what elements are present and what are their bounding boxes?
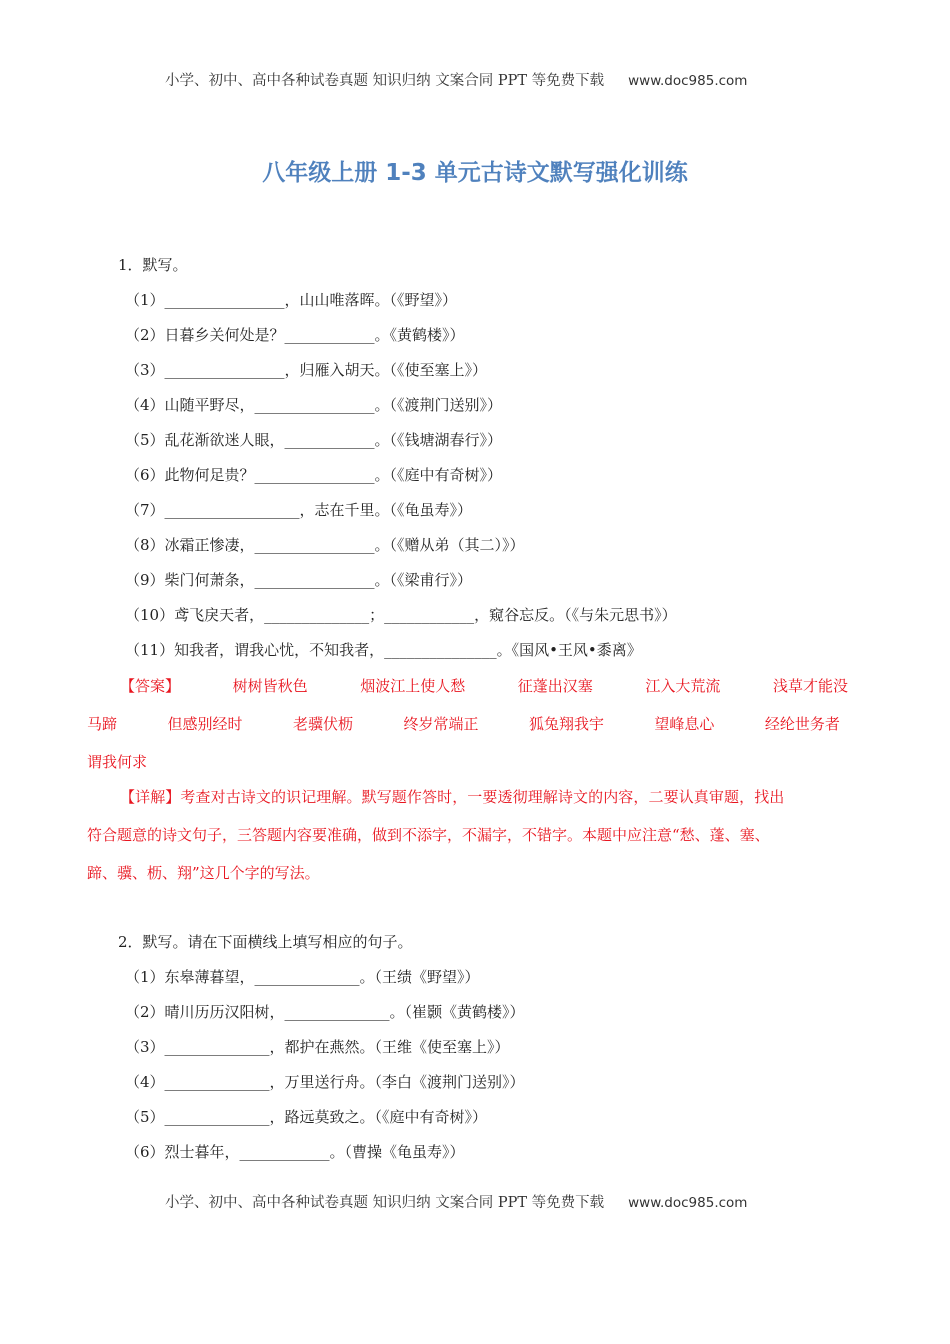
fill-in-item: （6）烈士暮年，____________。（曹操《龟虽寿》）	[125, 1143, 465, 1161]
answer: 征蓬出汉塞	[517, 677, 593, 695]
question-2-stem: 2．默写。请在下面横线上填写相应的句子。	[118, 933, 413, 951]
answer: 江入大荒流	[645, 677, 721, 695]
explanation-text: 【详解】考查对古诗文的识记理解。默写题作答时，一要透彻理解诗文的内容，二要认真审题，找出	[120, 788, 785, 806]
explanation-text: 符合题意的诗文句子，三答题内容要准确，做到不添字，不漏字，不错字。本题中应注意“愁、蓬、塞、	[87, 826, 770, 844]
answer: 老骥伏枥	[292, 715, 353, 733]
fill-in-item: （5）乱花渐欲迷人眼，____________。（《钱塘湖春行》）	[125, 431, 503, 449]
fill-in-item: （2）晴川历历汉阳树，______________。（崔颢《黄鹤楼》）	[125, 1003, 525, 1021]
fill-in-item: （2）日暮乡关何处是？____________。《黄鹤楼》）	[125, 326, 465, 344]
answer: 浅草才能没	[772, 677, 848, 695]
header-url[interactable]: www.doc985.com	[628, 73, 748, 89]
answer: 终岁常端正	[403, 715, 479, 733]
answer: 烟波江上使人愁	[360, 677, 466, 695]
fill-in-item: （9）柴门何萧条，________________。（《梁甫行》）	[125, 571, 473, 589]
answer-row-2	[87, 713, 840, 734]
fill-in-item: （4）______________，万里送行舟。（李白《渡荆门送别》）	[125, 1073, 525, 1091]
fill-in-item: （1）东皋薄暮望，______________。（王绩《野望》）	[125, 968, 480, 986]
answer-label: 【答案】	[120, 677, 181, 695]
footer-url[interactable]: www.doc985.com	[628, 1195, 748, 1211]
fill-in-item: （3）________________，归雁入胡天。（《使至塞上》）	[125, 361, 488, 379]
explanation-line	[120, 786, 857, 807]
question-1-stem: 1．默写。	[118, 256, 188, 274]
answer: 狐兔翔我宇	[528, 715, 604, 733]
answer: 望峰息心	[654, 715, 715, 733]
fill-in-item: （11）知我者，谓我心忧，不知我者，_______________。《国风•王风•黍离》	[125, 641, 642, 659]
fill-in-item: （8）冰霜正惨凄，________________。（《赠从弟（其二）》）	[125, 536, 525, 554]
page-header	[165, 69, 747, 90]
answer: 马蹄	[87, 715, 118, 733]
fill-in-item: （4）山随平野尽，________________。（《渡荆门送别》）	[125, 396, 503, 414]
explanation-line: 蹄、骥、枥、翔”这几个字的写法。	[87, 864, 320, 882]
answer: 经纶世务者	[764, 715, 840, 733]
explanation-line	[87, 824, 857, 845]
document-title: 八年级上册 1-3 单元古诗文默写强化训练	[262, 160, 688, 186]
answer-row-3: 谓我何求	[87, 753, 148, 771]
answer-row-1	[120, 675, 848, 696]
fill-in-item: （3）______________，都护在燕然。（王维《使至塞上》）	[125, 1038, 510, 1056]
fill-in-item: （10）鸢飞戾天者，______________；____________，窥谷忘反。（《与朱元思书》）	[125, 606, 677, 624]
fill-in-item: （5）______________，路远莫致之。（《庭中有奇树》）	[125, 1108, 488, 1126]
answer: 树树皆秋色	[232, 677, 308, 695]
fill-in-item: （6）此物何足贵？________________。（《庭中有奇树》）	[125, 466, 503, 484]
answer: 但感别经时	[167, 715, 243, 733]
fill-in-item: （7）__________________，志在千里。（《龟虽寿》）	[125, 501, 473, 519]
page-footer	[165, 1191, 747, 1212]
header-text: 小学、初中、高中各种试卷真题 知识归纳 文案合同 PPT 等免费下载	[165, 73, 605, 89]
fill-in-item: （1）________________，山山唯落晖。（《野望》）	[125, 291, 458, 309]
footer-text: 小学、初中、高中各种试卷真题 知识归纳 文案合同 PPT 等免费下载	[165, 1195, 605, 1211]
